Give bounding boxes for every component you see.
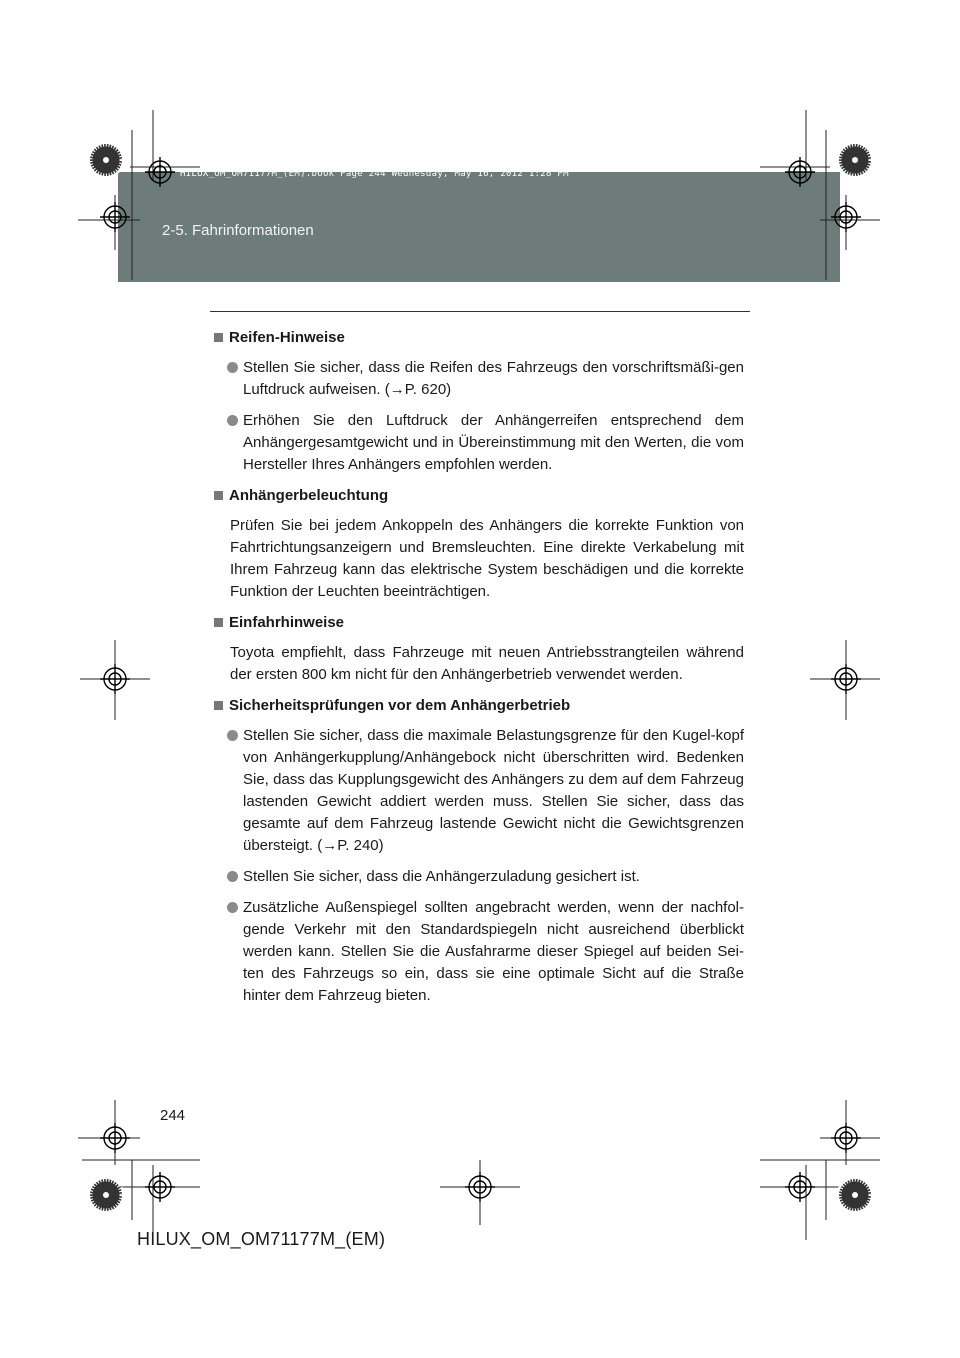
heading-sicherheitspruefungen: Sicherheitsprüfungen vor dem Anhängerbetrieb [212, 695, 744, 717]
paragraph: Toyota empfiehlt, dass Fahrzeuge mit neuen Antriebsstrangteilen während der ersten 800 km nicht für den Anhängerbetrieb verwendet werden. [230, 644, 744, 683]
paragraph: Prüfen Sie bei jedem Ankoppeln des Anhängers die korrekte Funktion von Fahrtrichtungsanzeigern und Bremsleuchten. Eine direkte Verkabelung mit Ihrem Fahrzeug kann das elektrische System beschädigen und die korrekte Funktion der Leuchten beeinträchtigen. [230, 517, 744, 600]
heading-reifen-hinweise: Reifen-Hinweise [212, 327, 744, 349]
registration-mark-icon [145, 1172, 175, 1202]
book-file-stamp: HILUX_OM_OM71177M_(EM).book Page 244 Wednesday, May 16, 2012 1:28 PM [180, 169, 569, 179]
crop-marks-top-right [760, 110, 880, 280]
crop-marks-middle [80, 640, 880, 720]
registration-mark-icon [145, 157, 175, 187]
color-wheel-icon [839, 144, 871, 176]
bullet-item: Stellen Sie sicher, dass die Reifen des Fahrzeugs den vorschriftsmäßi-gen Luftdruck aufweisen. (→P. 620) [212, 357, 744, 401]
bullet-item: Erhöhen Sie den Luftdruck der Anhängerreifen entsprechend dem Anhängergesamtgewicht und in Übereinstimmung mit den Werten, die vom Hersteller Ihres Anhängers empfohlen werden. [212, 410, 744, 476]
crop-marks-bottom-left [78, 1100, 200, 1240]
registration-mark-icon [785, 1172, 815, 1202]
crop-marks-bottom-right [760, 1100, 880, 1240]
document-code: HILUX_OM_OM71177M_(EM) [137, 1229, 386, 1249]
heading-anhaengerbeleuchtung: Anhängerbeleuchtung [212, 485, 744, 507]
color-wheel-icon [90, 144, 122, 176]
registration-mark-icon [831, 1123, 861, 1153]
registration-mark-icon [831, 202, 861, 232]
registration-mark-icon [785, 157, 815, 187]
crop-marks-top-left [78, 110, 200, 280]
color-wheel-icon [90, 1179, 122, 1211]
registration-mark-icon [100, 664, 130, 694]
registration-mark-icon [831, 664, 861, 694]
heading-einfahrhinweise: Einfahrhinweise [212, 612, 744, 634]
color-wheel-icon [839, 1179, 871, 1211]
bullet-item: Zusätzliche Außenspiegel sollten angebracht werden, wenn der nachfol-gende Verkehr mit den Standardspiegeln nicht ausreichend überblickt werden kann. Stellen Sie die Ausfahrarme dieser Spiegel auf beiden Sei-ten des Fahrzeugs so ein, dass sie eine optimale Sicht auf die Straße hinter dem Fahrzeug bieten. [212, 897, 744, 1007]
registration-mark-icon [100, 1123, 130, 1153]
bullet-item: Stellen Sie sicher, dass die Anhängerzuladung gesichert ist. [212, 866, 744, 888]
registration-mark-icon [100, 202, 130, 232]
page-number: 244 [160, 1107, 186, 1124]
section-title: 2-5. Fahrinformationen [162, 222, 314, 239]
bullet-item: Stellen Sie sicher, dass die maximale Belastungsgrenze für den Kugel-kopf von Anhängerkupplung/Anhängebock nicht überschritten wird. Bedenken Sie, dass das Kupplungsgewicht des Anhängers zu dem auf dem Fahrzeug lastenden Gewicht addiert werden muss. Stellen Sie sicher, dass das gesamte auf dem Fahrzeug lastende Gewicht nicht die Gewichtsgrenzen übersteigt. (→P. 240) [212, 725, 744, 857]
registration-mark-icon [465, 1172, 495, 1202]
